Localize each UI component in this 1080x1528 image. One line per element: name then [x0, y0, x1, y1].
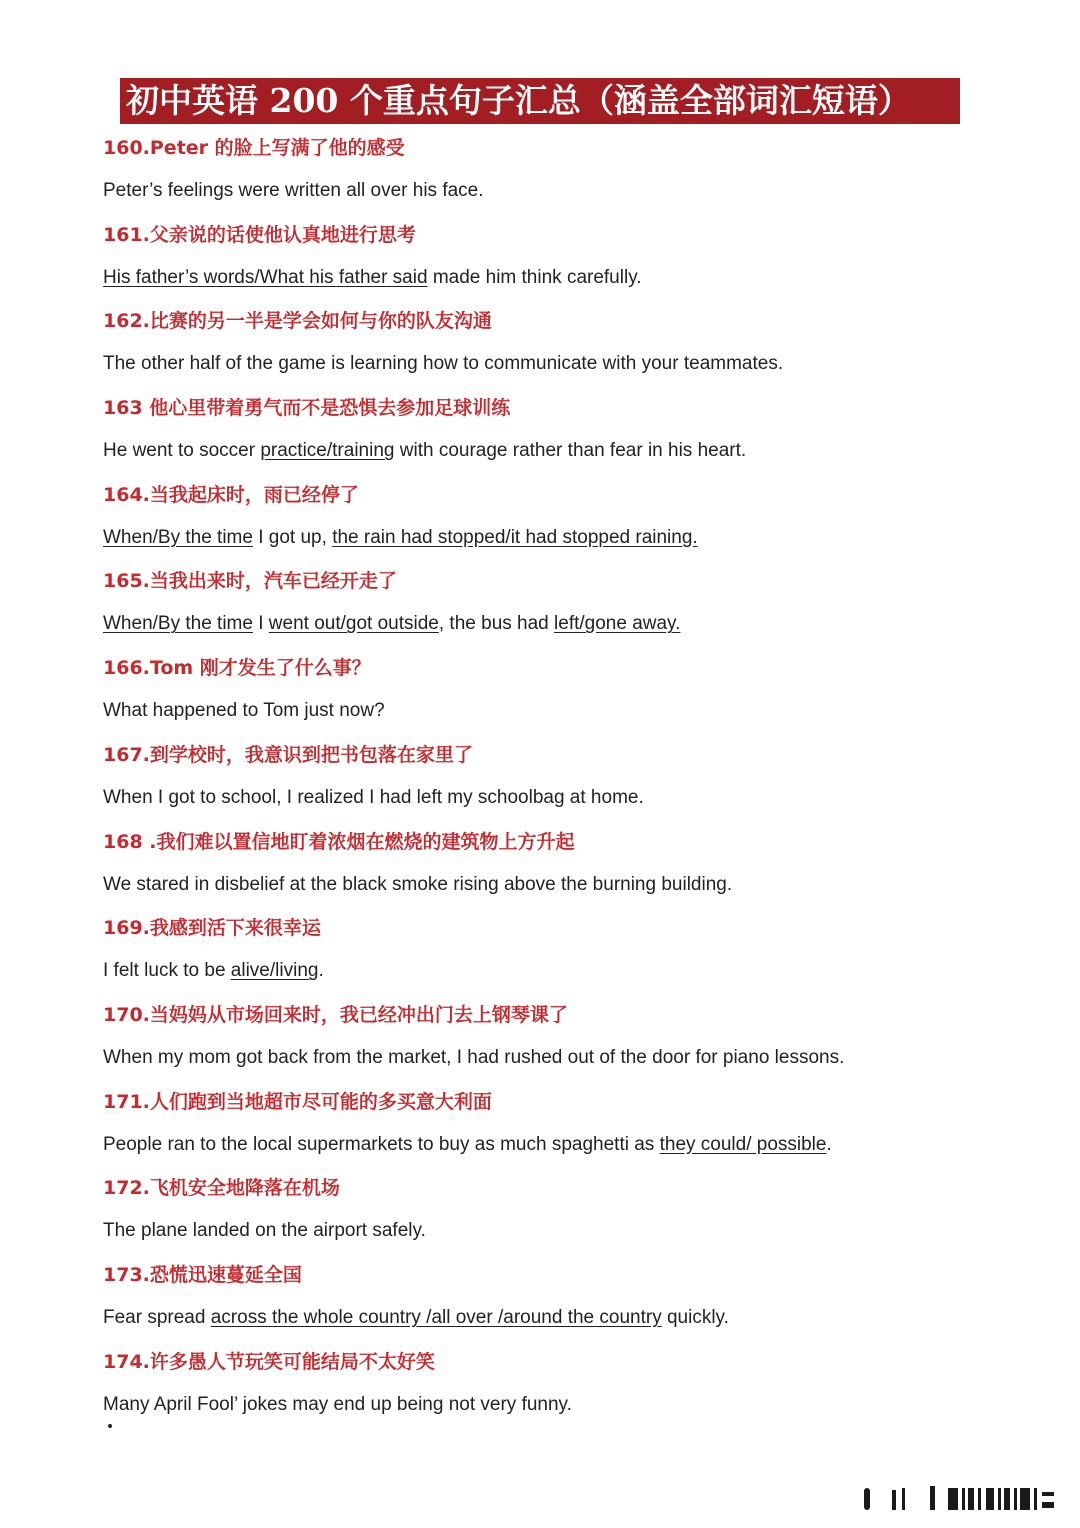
sentence-entry: [103, 1171, 1063, 1258]
english-translation: [103, 1389, 572, 1421]
underlined-phrase: they could/ possible: [659, 1133, 827, 1155]
sentence-text: Fear spread: [103, 1306, 211, 1328]
chinese-sentence: 168 .我们难以置信地盯着浓烟在燃烧的建筑物上方升起: [103, 830, 575, 853]
sentence-text: .: [318, 960, 324, 982]
chinese-sentence: 171.人们跑到当地超市尽可能的多买意大利面: [103, 1090, 492, 1113]
sentence-text: with courage rather than fear in his heart.: [394, 440, 747, 462]
chinese-sentence: 166.Tom 刚才发生了什么事？: [103, 657, 371, 680]
underlined-phrase: went out/got outside: [268, 613, 439, 635]
sentence-entry: [103, 1258, 1063, 1345]
sentence-list: [103, 131, 1063, 1431]
sentence-text: He went to soccer: [103, 440, 261, 462]
sentence-entry: [103, 1345, 1063, 1432]
chinese-sentence: 170.当妈妈从市场回来时，我已经冲出门去上钢琴课了: [103, 1003, 568, 1026]
underlined-phrase: His father’s words/What his father said: [103, 266, 428, 288]
underlined-phrase: across the whole country /all over /around the country: [210, 1306, 662, 1328]
sentence-text: Many April Fool’ jokes may end up being not very funny.: [103, 1393, 572, 1415]
sentence-text: The plane landed on the airport safely.: [103, 1220, 426, 1242]
sentence-text: When I got to school, I realized I had left my schoolbag at home.: [103, 786, 644, 808]
chinese-sentence: 172.飞机安全地降落在机场: [103, 1177, 340, 1200]
english-translation: [103, 1042, 844, 1074]
chinese-sentence: 161.父亲说的话使他认真地进行思考: [103, 223, 416, 246]
sentence-text: .: [826, 1133, 832, 1155]
sentence-entry: [103, 218, 1063, 305]
english-translation: [103, 435, 746, 467]
sentence-entry: [103, 825, 1063, 912]
sentence-entry: [103, 564, 1063, 651]
underlined-phrase: alive/living: [230, 960, 319, 982]
sentence-text: I got up,: [252, 526, 333, 548]
chinese-sentence: 160.Peter 的脸上写满了他的感受: [103, 137, 405, 159]
chinese-sentence: 167.到学校时，我意识到把书包落在家里了: [103, 743, 473, 766]
sentence-text: Peter’s feelings were written all over his face.: [103, 180, 484, 201]
stray-dot: [108, 1424, 112, 1428]
english-translation: [103, 348, 783, 380]
underlined-phrase: practice/training: [260, 440, 395, 462]
sentence-text: When my mom got back from the market, I had rushed out of the door for piano lessons.: [103, 1046, 845, 1068]
underlined-phrase: the rain had stopped/it had stopped raining.: [332, 526, 698, 548]
english-translation: [103, 1302, 729, 1334]
english-translation: [103, 175, 484, 207]
chinese-sentence: 162.比赛的另一半是学会如何与你的队友沟通: [103, 310, 492, 333]
chinese-sentence: 163 他心里带着勇气而不是恐惧去参加足球训练: [103, 397, 511, 420]
underlined-phrase: When/By the time: [103, 613, 253, 635]
chinese-sentence: 165.当我出来时，汽车已经开走了: [103, 570, 397, 593]
sentence-entry: [103, 651, 1063, 738]
page-title: 初中英语 200 个重点句子汇总（涵盖全部词汇短语）: [120, 78, 960, 124]
barcode-watermark-icon: [862, 1482, 1058, 1512]
chinese-sentence: 174.许多愚人节玩笑可能结局不太好笑: [103, 1350, 435, 1373]
sentence-entry: [103, 131, 1063, 218]
sentence-entry: [103, 738, 1063, 825]
sentence-entry: [103, 998, 1063, 1085]
underlined-phrase: left/gone away.: [554, 613, 681, 635]
sentence-text: quickly.: [661, 1306, 729, 1328]
sentence-entry: [103, 911, 1063, 998]
sentence-text: , the bus had: [438, 613, 555, 635]
sentence-text: We stared in disbelief at the black smoke rising above the burning building.: [103, 873, 733, 895]
sentence-text: What happened to Tom just now?: [103, 700, 385, 722]
english-translation: [103, 1129, 832, 1161]
chinese-sentence: 169.我感到活下来很幸运: [103, 917, 321, 940]
underlined-phrase: When/By the time: [103, 526, 253, 548]
english-translation: [103, 782, 644, 814]
sentence-entry: [103, 1085, 1063, 1172]
english-translation: [103, 695, 385, 727]
sentence-text: The other half of the game is learning how to communicate with your teammates.: [103, 353, 784, 375]
english-translation: [103, 869, 732, 901]
english-translation: [103, 608, 680, 640]
chinese-sentence: 173.恐慌迅速蔓延全国: [103, 1263, 302, 1286]
sentence-entry: [103, 304, 1063, 391]
sentence-text: I felt luck to be: [103, 960, 231, 982]
english-translation: [103, 1215, 426, 1247]
english-translation: [103, 262, 642, 294]
sentence-text: made him think carefully.: [427, 266, 642, 288]
sentence-entry: [103, 478, 1063, 565]
sentence-text: I: [252, 613, 269, 635]
sentence-entry: [103, 391, 1063, 478]
english-translation: [103, 955, 324, 987]
english-translation: [103, 522, 698, 554]
sentence-text: People ran to the local supermarkets to buy as much spaghetti as: [103, 1133, 660, 1155]
chinese-sentence: 164.当我起床时，雨已经停了: [103, 483, 359, 506]
